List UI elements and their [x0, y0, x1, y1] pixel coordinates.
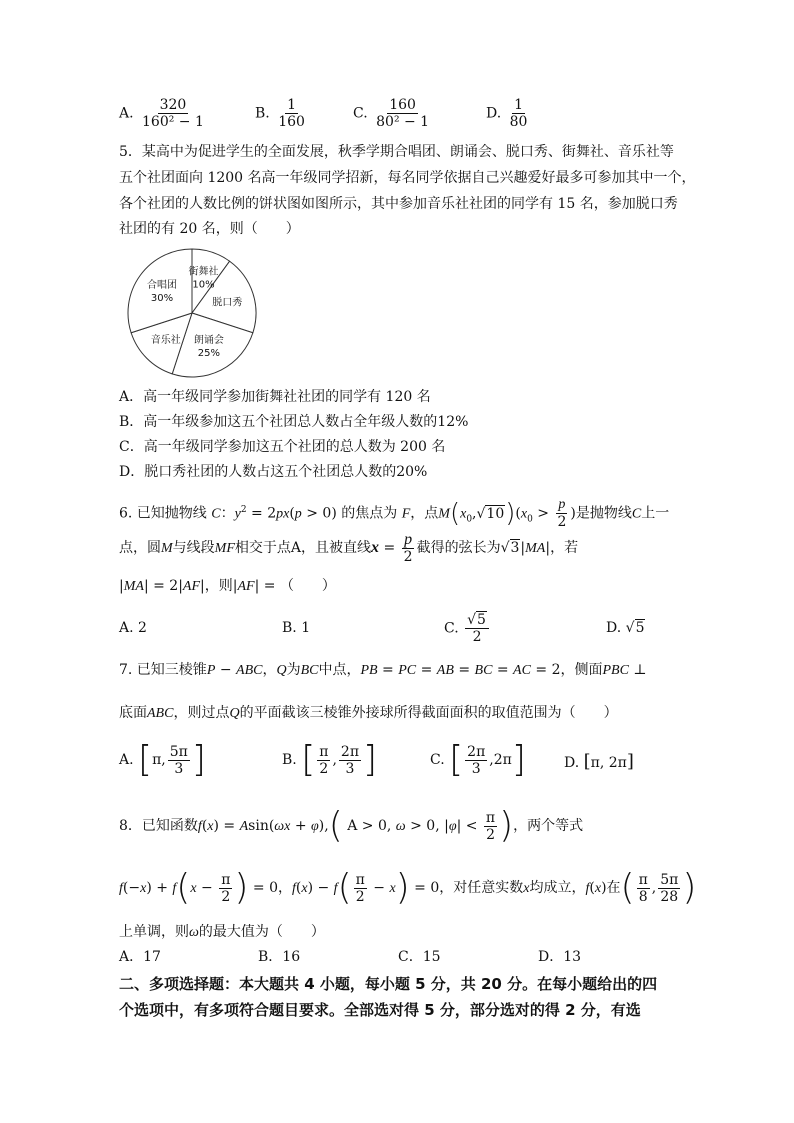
option-label: D. [606, 620, 622, 636]
q6-text: 上一 [641, 505, 670, 522]
q7-text: 底面 [119, 705, 147, 721]
q6-text: 点，圆 [119, 540, 161, 556]
q7-text: 的平面截该三棱锥外接球所得截面面积的取值范围为（ ） [239, 705, 618, 721]
option-label: B. [255, 105, 270, 122]
pie-pct-0: 10% [192, 279, 215, 291]
q8-text: 的最大值为（ ） [198, 924, 325, 940]
pie-pct-4: 30% [150, 293, 174, 305]
q4-option-b [255, 97, 309, 130]
fraction: $\frac{√5}{2}$ [465, 612, 489, 645]
option-label: D. [486, 105, 502, 122]
math: M [438, 506, 450, 522]
q8-line-2: f(−x) + f(x − $\frac{\pi}{2}$ ) = 0，f(x) − f( $\frac{\pi}{2}$ − x) = 0，对任意实数x均成立，f(x)在( $\frac{\pi}{8}$ , $\frac{5\pi}{28}$ ) [119, 867, 697, 908]
pie-label-2: 朗诵会 [193, 335, 224, 347]
fraction [140, 97, 206, 130]
q8-text: 上单调，则 [119, 924, 189, 940]
q5-option-c: C．高一年级同学参加这五个社团的总人数为 200 名 [119, 439, 446, 455]
q7-text: 为 [286, 662, 301, 678]
q8-option-c: C．15 [398, 949, 441, 965]
sqrt: √10 [476, 505, 505, 522]
q7-text: ，则过点 [173, 705, 230, 721]
q6-text: 相交于点A，且被直线 [234, 540, 372, 556]
fraction: $\frac{p}{2}$ [403, 530, 413, 565]
club-pie-chart [122, 244, 262, 382]
q5-line-1: 5．某高中为促进学生的全面发展，秋季学期合唱团、朗诵会、脱口秀、街舞社、音乐社等 [119, 144, 674, 160]
option-label: D. [564, 755, 580, 771]
q6-line-3: |MA| = 2|AF|，则|AF| = （ ） [119, 578, 336, 594]
q6-option-b: B. 1 [282, 620, 311, 636]
q7-option-b: B. [ $\frac{\pi}{2}$ , $\frac{2\pi}{3}$ ] [282, 739, 378, 780]
q7-line-2: 底面ABC，则过点Q的平面截该三棱锥外接球所得截面面积的取值范围为（ ） [119, 705, 618, 721]
option-label: A. [119, 105, 134, 122]
q7-line-1: 7. 已知三棱锥P − ABC，Q为BC中点，PB = PC = AB = BC = AC = 2，侧面PBC ⊥ [119, 662, 647, 678]
numerator: 1 [287, 97, 297, 113]
fraction: $\frac{p}{2}$ [557, 497, 567, 531]
q6-text: （ ） [279, 578, 336, 594]
math: y [234, 506, 241, 522]
q7-text: 7. 已知三棱锥 [119, 662, 207, 678]
q6-line-1: 6. 已知抛物线 C：$y^2 = 2px(p > 0)$ 的焦点为 F，点$M(x_0,√10)(x_0$ > $\frac{p}{2}$ )是抛物线C上一 [119, 497, 670, 531]
q8-text: 在 [606, 880, 621, 896]
q5-option-a: A．高一年级同学参加街舞社社团的同学有 120 名 [119, 389, 431, 405]
math: C [211, 506, 221, 522]
pie-label-1: 脱口秀 [212, 297, 243, 309]
q5-line-3: 各个社团的人数比例的饼状图如图所示，其中参加音乐社社团的同学有 15 名，参加脱口秀 [119, 196, 678, 212]
option-label: B. [282, 752, 297, 768]
q8-option-b: B．16 [258, 949, 301, 965]
q6-text: 的焦点为 [341, 505, 398, 522]
q6-text: 与线段 [172, 540, 215, 556]
q5-option-d: D．脱口秀社团的人数占这五个社团总人数的20% [119, 464, 428, 480]
option-label: C. [430, 752, 445, 768]
fraction [374, 97, 431, 130]
q7-option-c: C. [ $\frac{2\pi}{3}$ ,2π] [430, 739, 526, 780]
denominator: 160² − 1 [142, 114, 204, 130]
q5-option-b: B．高一年级参加这五个社团总人数占全年级人数的12% [119, 414, 469, 430]
numerator: 320 [159, 97, 187, 113]
q6-text: 截得的弦长为 [416, 540, 501, 556]
q6-text: 6. 已知抛物线 [119, 505, 207, 522]
q5-line-4: 社团的有 20 名，则（ ） [119, 221, 300, 237]
q6-text: ，则 [204, 578, 233, 594]
q7-text: ，侧面 [560, 662, 603, 678]
math: F [401, 506, 411, 522]
q8-line-1: 8．已知函数f(x) = Asin(ωx + φ),( A > 0, ω > 0, |φ| < $\frac{\pi}{2}$ )，两个等式 [119, 805, 584, 846]
q4-option-d [486, 97, 531, 130]
denominator: 160 [278, 114, 305, 130]
denominator: 80² − 1 [376, 114, 430, 130]
pie-label-0: 街舞社 [188, 266, 219, 278]
q8-text: ，对任意实数 [439, 880, 524, 896]
numerator: 1 [514, 97, 524, 113]
q7-option-d: D. [π, 2π] [564, 751, 634, 772]
q8-option-d: D．13 [538, 949, 582, 965]
pie-label-4: 合唱团 [146, 280, 177, 292]
option-label: A. [119, 752, 134, 768]
q4-option-c [353, 97, 433, 130]
math: px [276, 506, 290, 522]
pie-pct-2: 25% [197, 348, 220, 360]
fraction [276, 97, 307, 130]
q7-option-a: A. [π, $\frac{5\pi}{3}$ ] [119, 739, 206, 780]
q6-option-d: D. √5 [606, 620, 645, 636]
q5-line-2: 五个社团面向 1200 名高一年级同学招新，每名同学依据自己兴趣爱好最多可参加其中一个， [119, 170, 696, 186]
q6-option-c [444, 612, 491, 645]
section-2-heading-line-2: 个选项中，有多项符合题目要求。全部选对得 5 分，部分选对的得 2 分，有选 [119, 1001, 641, 1019]
q6-line-2: 点，圆M与线段MF相交于点A，且被直线x = $\frac{p}{2}$ 截得的弦长为√3|MA|，若 [119, 530, 579, 565]
q6-option-a: A. 2 [119, 620, 147, 636]
option-label: C. [353, 105, 368, 122]
section-2-heading-line-1: 二、多项选择题：本大题共 4 小题，每小题 5 分，共 20 分。在每小题给出的四 [119, 975, 658, 993]
denominator: 80 [509, 114, 528, 130]
q8-option-a: A．17 [119, 949, 161, 965]
q6-text: 是抛物线 [575, 505, 632, 522]
q4-option-a [119, 97, 208, 130]
q6-text: ，点 [410, 505, 439, 522]
q8-text: ，两个等式 [513, 818, 584, 834]
q8-line-3: 上单调，则ω的最大值为（ ） [119, 924, 325, 940]
q7-text: 中点， [318, 662, 361, 678]
q6-text: ，若 [550, 540, 579, 556]
numerator: 160 [389, 97, 416, 113]
q8-text: 8．已知函数 [119, 818, 198, 834]
fraction [508, 97, 530, 130]
option-label: C. [444, 620, 459, 637]
q8-text: 均成立， [529, 880, 586, 896]
q8-text: ， [278, 880, 292, 896]
pie-label-3: 音乐社 [150, 335, 181, 347]
